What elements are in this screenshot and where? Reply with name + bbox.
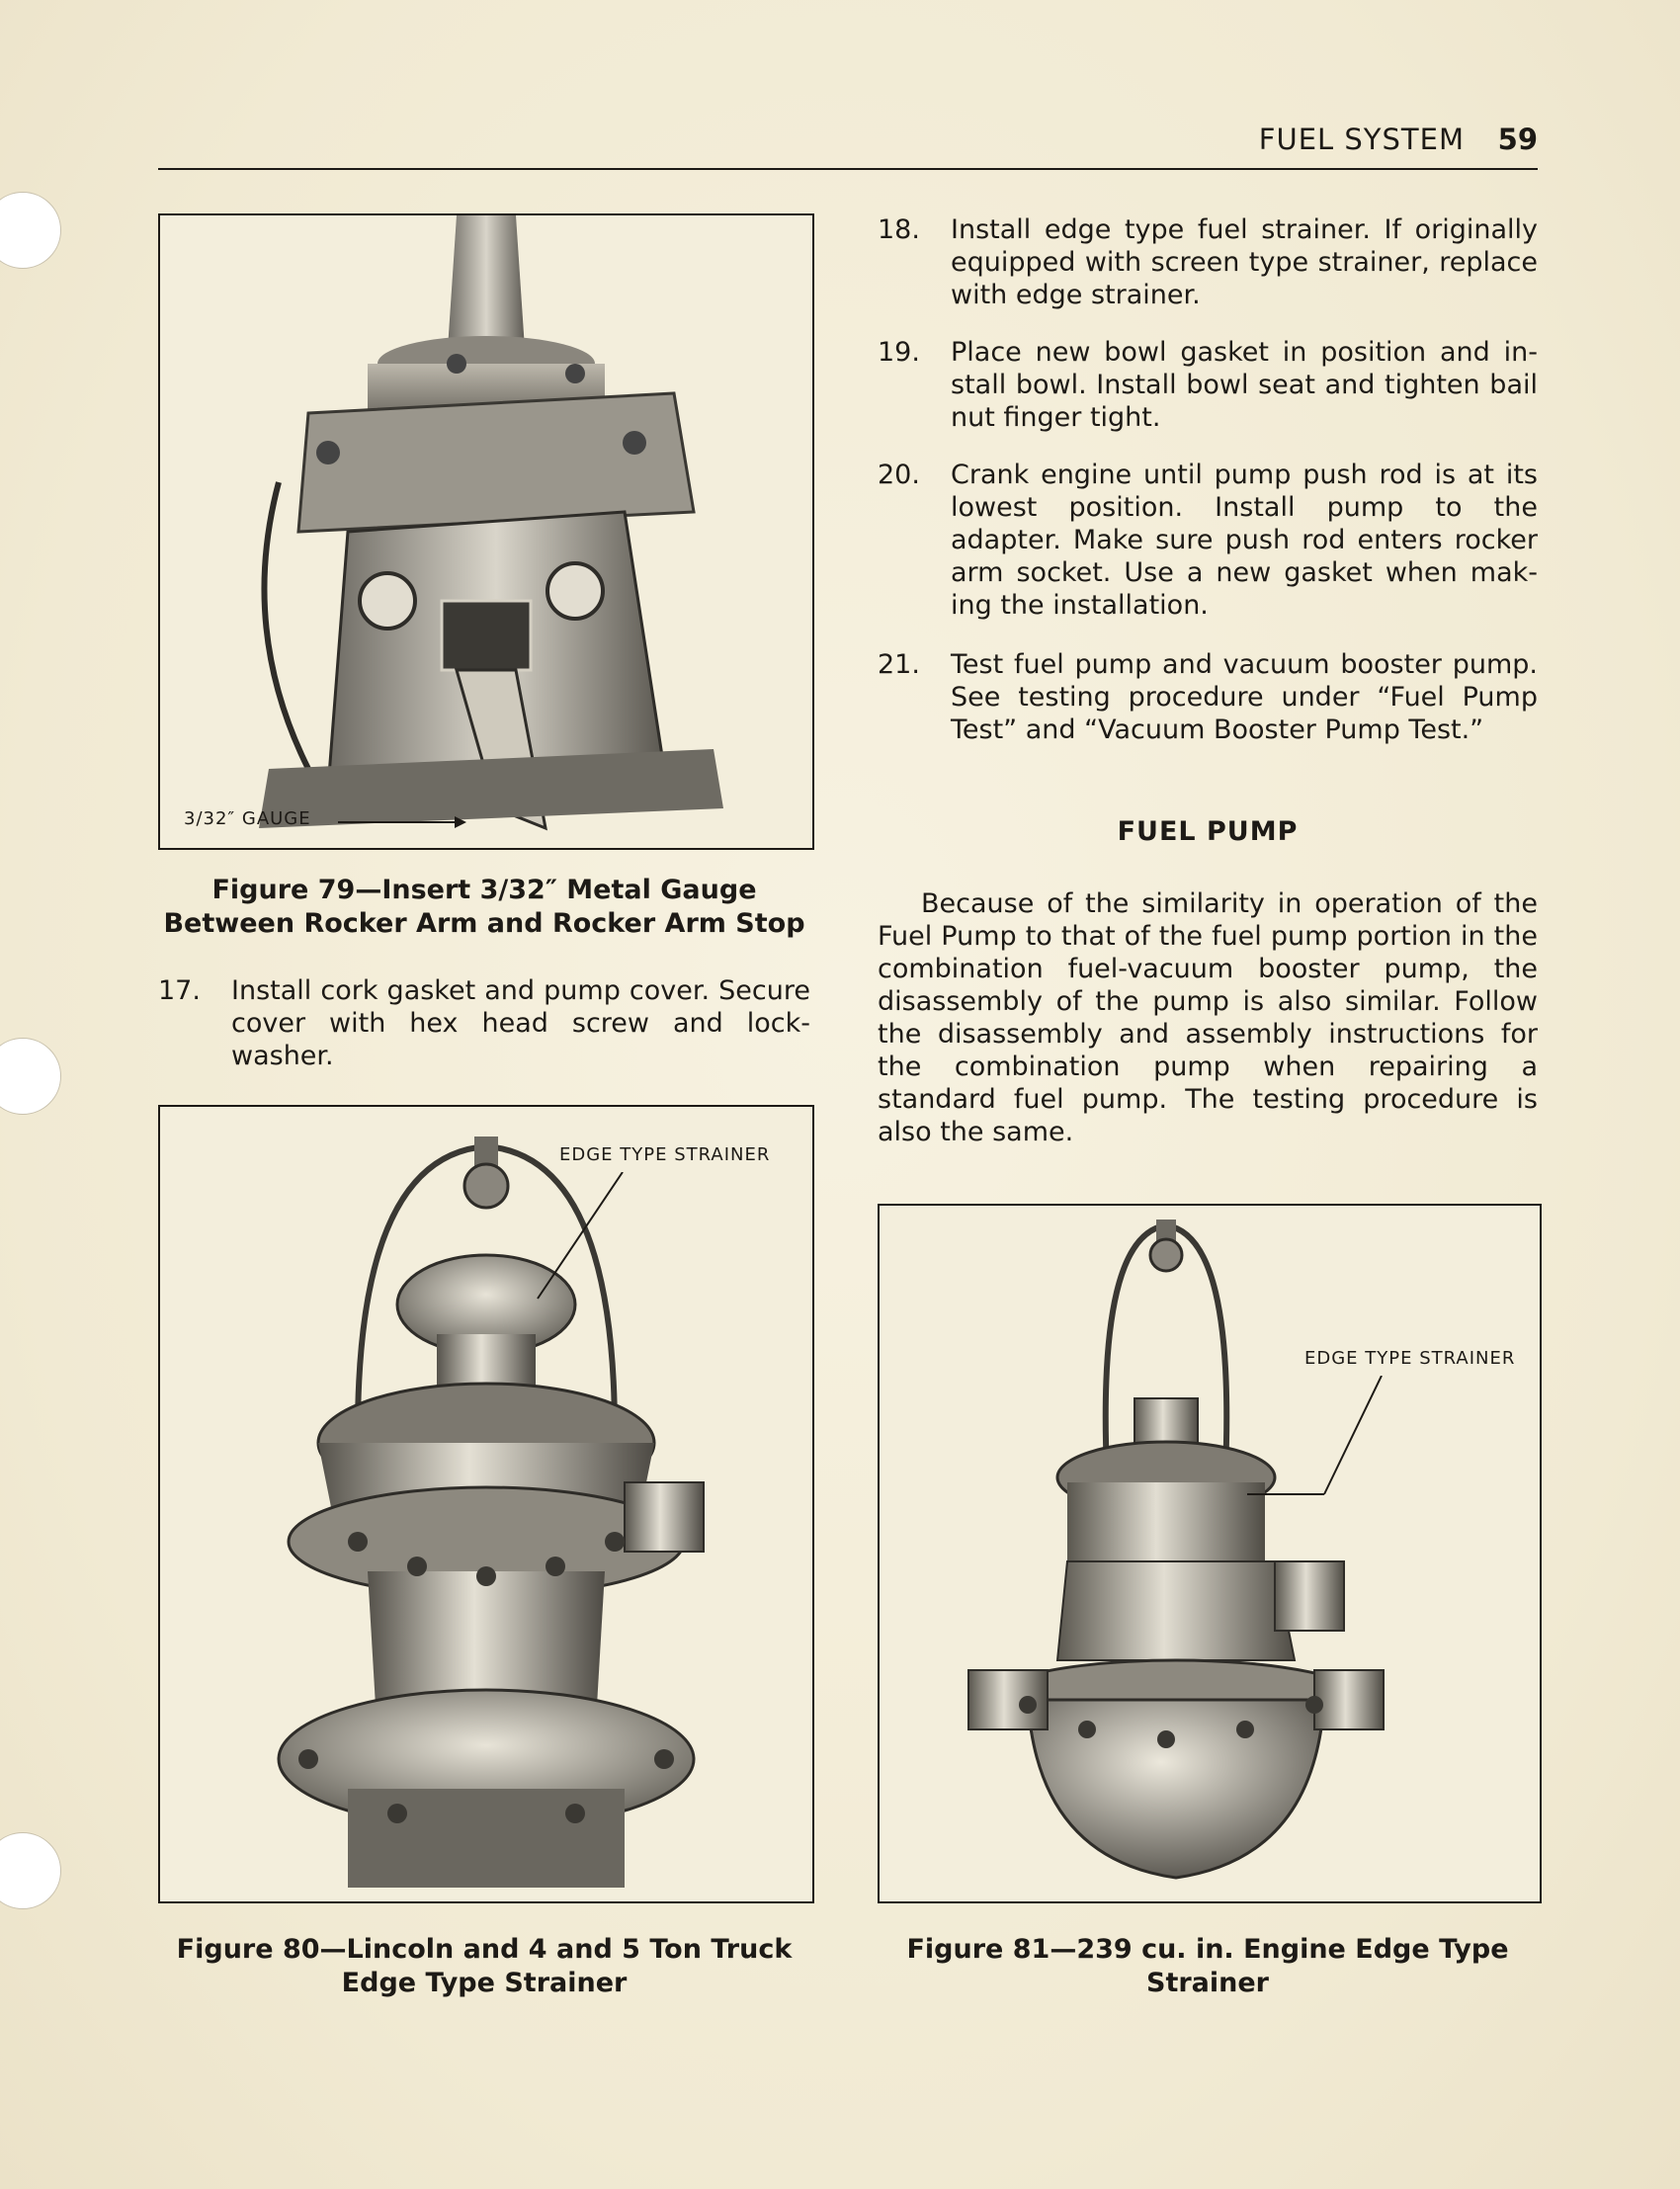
section-title: FUEL SYSTEM: [1258, 123, 1465, 156]
fuel-pump-rocker-illustration: [160, 215, 812, 848]
figure-81-photo: [878, 1204, 1542, 1903]
running-header: [158, 119, 1538, 170]
fuel-pump-paragraph: Because of the similarity in operation of the Fuel Pump to that of the fuel pump portion in the combination fuel-vacuum booster pump, the disassembly of the pump is also similar. Follow the disassembly and assembly instructions for the combination pump when repairing a standard fuel pump. The testing procedure is also the same.: [878, 888, 1538, 1147]
page-number: 59: [1497, 123, 1538, 156]
step-21-number: 21.: [878, 649, 920, 680]
figure-79-callout-arrow: [338, 812, 466, 832]
step-21: [878, 648, 1538, 747]
step-18: [878, 213, 1538, 312]
step-17: [158, 974, 810, 1073]
figure-81-callout: EDGE TYPE STRAINER: [1304, 1348, 1516, 1369]
step-20-text: Crank engine until pump push rod is at its lowest position. Install pump to the adapter. Make sure push rod enters rocker arm socket. Use a new gasket when making the installation.: [951, 460, 1538, 621]
figure-79-caption: [158, 874, 810, 941]
figure-80-callout-leader: [536, 1172, 625, 1301]
step-19: [878, 336, 1538, 435]
figure-81-caption-text: —239 cu. in. Engine Edge Type Strainer: [1050, 1934, 1509, 1998]
figure-79-callout: 3/32″ GAUGE: [184, 808, 311, 829]
figure-80-caption: [158, 1933, 810, 2000]
step-20: [878, 459, 1538, 623]
figure-80-label: Figure 80: [176, 1934, 320, 1965]
figure-79-photo: [158, 213, 814, 850]
step-17-number: 17.: [158, 975, 201, 1006]
lincoln-fuel-pump-illustration: [160, 1107, 812, 1901]
figure-79-label: Figure 79: [211, 875, 356, 905]
figure-80-callout: EDGE TYPE STRAINER: [559, 1144, 771, 1165]
step-19-text: Place new bowl gasket in position and install bowl. Install bowl seat and tighten bail nut finger tight.: [951, 337, 1538, 433]
fuel-pump-heading: FUEL PUMP: [1117, 816, 1299, 847]
step-18-number: 18.: [878, 214, 920, 245]
figure-81-label: Figure 81: [906, 1934, 1050, 1965]
figure-79-caption-text: —Insert 3/32″ Metal Gauge Between Rocker Arm and Rocker Arm Stop: [163, 875, 805, 939]
figure-81-caption: [878, 1933, 1538, 2000]
step-21-text: Test fuel pump and vacuum booster pump. See testing procedure under “Fuel Pump Test” and “Vacuum Booster Pump Test.”: [951, 649, 1538, 745]
step-19-number: 19.: [878, 337, 920, 368]
figure-81-callout-leader: [1245, 1376, 1384, 1504]
figure-80-photo: [158, 1105, 814, 1903]
239-engine-fuel-pump-illustration: [880, 1206, 1540, 1901]
figure-80-caption-text: —Lincoln and 4 and 5 Ton Truck Edge Type Strainer: [319, 1934, 793, 1998]
step-18-text: Install edge type fuel strainer. If originally equipped with screen type strainer, replace with edge strainer.: [951, 214, 1538, 310]
step-17-text: Install cork gasket and pump cover. Secure cover with hex head screw and lockwasher.: [231, 975, 810, 1071]
step-20-number: 20.: [878, 460, 920, 490]
